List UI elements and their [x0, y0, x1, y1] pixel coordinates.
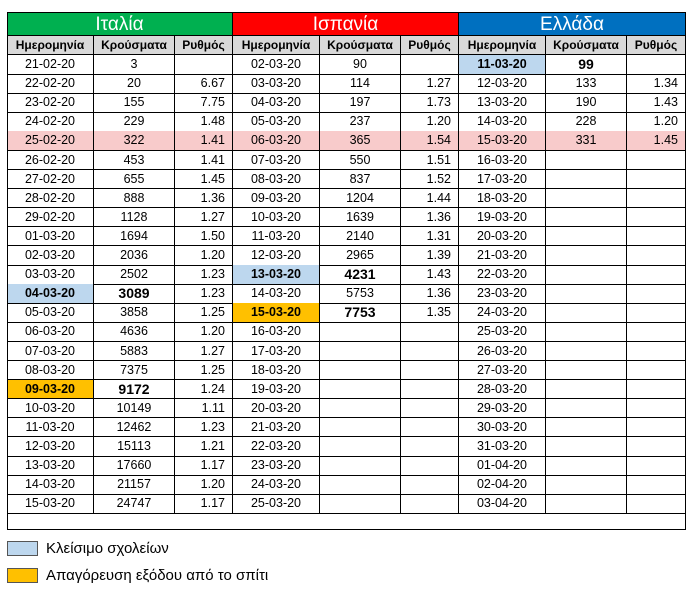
cell-rate: 1.20 [175, 475, 233, 495]
cell-date: 04-03-20 [233, 93, 320, 113]
cell-cases: 10149 [94, 399, 175, 419]
cell-cases [546, 227, 627, 247]
cell-date: 25-03-20 [459, 322, 546, 342]
cell-cases [546, 189, 627, 209]
cell-date: 22-03-20 [459, 265, 546, 285]
cell-rate [627, 227, 686, 247]
cell-rate [401, 494, 459, 514]
cell-date: 21-03-20 [233, 418, 320, 438]
cell-date: 09-03-20 [233, 189, 320, 209]
legend-label-lockdown: Απαγόρευση εξόδου από το σπίτι [46, 567, 269, 584]
cell-date: 15-03-20 [459, 131, 546, 151]
cell-rate: 1.24 [175, 380, 233, 400]
cell-cases [546, 361, 627, 381]
legend-lockdown [7, 567, 268, 584]
cell-rate: 1.23 [175, 265, 233, 285]
cell-date: 28-03-20 [459, 380, 546, 400]
cell-cases: 5753 [320, 284, 401, 304]
cell-rate: 1.36 [175, 189, 233, 209]
country-header-2: Ελλάδα [459, 12, 686, 36]
cell-date: 05-03-20 [7, 303, 94, 323]
cell-cases: 12462 [94, 418, 175, 438]
cell-cases: 24747 [94, 494, 175, 514]
cell-date: 07-03-20 [233, 151, 320, 171]
cell-rate [401, 380, 459, 400]
cell-rate: 1.36 [401, 208, 459, 228]
cell-rate: 1.20 [175, 322, 233, 342]
cell-date: 14-03-20 [459, 112, 546, 132]
cell-cases: 2965 [320, 246, 401, 266]
cell-cases [320, 456, 401, 476]
cell-rate [627, 380, 686, 400]
cell-rate: 1.11 [175, 399, 233, 419]
cell-date: 28-02-20 [7, 189, 94, 209]
cell-rate: 1.31 [401, 227, 459, 247]
cell-cases: 1639 [320, 208, 401, 228]
cell-date: 15-03-20 [233, 303, 320, 323]
cell-rate: 1.51 [401, 151, 459, 171]
cell-date: 08-03-20 [7, 361, 94, 381]
cell-date: 21-02-20 [7, 55, 94, 75]
cell-rate [627, 265, 686, 285]
cell-date: 03-03-20 [7, 265, 94, 285]
cell-rate: 1.27 [175, 342, 233, 362]
cell-rate [627, 170, 686, 190]
cell-cases: 4636 [94, 322, 175, 342]
cell-cases [546, 380, 627, 400]
cell-rate: 1.25 [175, 361, 233, 381]
cell-cases: 228 [546, 112, 627, 132]
legend-school-closure [7, 540, 169, 557]
cell-rate: 1.20 [627, 112, 686, 132]
cell-date: 10-03-20 [233, 208, 320, 228]
cell-cases [320, 399, 401, 419]
cell-rate [401, 456, 459, 476]
cell-date: 14-03-20 [7, 475, 94, 495]
cell-rate: 1.39 [401, 246, 459, 266]
cell-date: 23-03-20 [233, 456, 320, 476]
cell-rate: 1.27 [175, 208, 233, 228]
cell-rate [401, 322, 459, 342]
cell-rate: 1.45 [627, 131, 686, 151]
cell-date: 03-04-20 [459, 494, 546, 514]
cell-cases [320, 361, 401, 381]
cell-cases: 1694 [94, 227, 175, 247]
cell-cases [320, 342, 401, 362]
cell-cases: 229 [94, 112, 175, 132]
cell-date: 14-03-20 [233, 284, 320, 304]
cell-cases: 114 [320, 74, 401, 94]
cell-cases [546, 265, 627, 285]
cell-cases: 4231 [320, 265, 401, 285]
cell-date: 01-04-20 [459, 456, 546, 476]
cell-rate [627, 399, 686, 419]
cell-rate [627, 246, 686, 266]
cell-date: 18-03-20 [459, 189, 546, 209]
cell-date: 03-03-20 [233, 74, 320, 94]
legend-swatch-blue [7, 541, 38, 556]
cell-rate: 1.45 [175, 170, 233, 190]
cell-date: 17-03-20 [459, 170, 546, 190]
cell-date: 06-03-20 [233, 131, 320, 151]
cell-date: 26-03-20 [459, 342, 546, 362]
cell-date: 30-03-20 [459, 418, 546, 438]
cell-date: 02-03-20 [7, 246, 94, 266]
cell-cases: 21157 [94, 475, 175, 495]
cell-date: 27-03-20 [459, 361, 546, 381]
legend-label-school-closure: Κλείσιμο σχολείων [46, 540, 169, 557]
cell-rate: 1.27 [401, 74, 459, 94]
cell-cases: 1204 [320, 189, 401, 209]
cell-rate [401, 418, 459, 438]
cell-cases: 2140 [320, 227, 401, 247]
cell-date: 04-03-20 [7, 284, 94, 304]
cell-rate [627, 55, 686, 75]
cell-cases: 133 [546, 74, 627, 94]
cell-rate: 1.23 [175, 284, 233, 304]
cell-cases [320, 380, 401, 400]
cell-rate: 1.17 [175, 494, 233, 514]
cell-rate [627, 284, 686, 304]
cell-rate [627, 322, 686, 342]
cell-date: 13-03-20 [7, 456, 94, 476]
cell-cases: 17660 [94, 456, 175, 476]
cell-date: 01-03-20 [7, 227, 94, 247]
cell-date: 24-03-20 [233, 475, 320, 495]
cell-rate [627, 456, 686, 476]
cell-date: 22-03-20 [233, 437, 320, 457]
cell-cases [546, 284, 627, 304]
cell-rate: 1.20 [175, 246, 233, 266]
column-header-date: Ημερομηνία [7, 36, 94, 55]
cell-rate: 1.43 [627, 93, 686, 113]
cell-date: 11-03-20 [233, 227, 320, 247]
cell-rate: 1.41 [175, 151, 233, 171]
cell-date: 27-02-20 [7, 170, 94, 190]
cell-date: 12-03-20 [233, 246, 320, 266]
cell-rate [627, 303, 686, 323]
cell-rate [627, 208, 686, 228]
cell-rate [627, 151, 686, 171]
cell-date: 29-03-20 [459, 399, 546, 419]
cell-rate: 1.43 [401, 265, 459, 285]
cell-date: 05-03-20 [233, 112, 320, 132]
cell-date: 24-03-20 [459, 303, 546, 323]
cell-date: 19-03-20 [459, 208, 546, 228]
cell-date: 16-03-20 [233, 322, 320, 342]
cell-date: 22-02-20 [7, 74, 94, 94]
cell-cases: 3 [94, 55, 175, 75]
cell-cases: 331 [546, 131, 627, 151]
cell-rate [401, 342, 459, 362]
cell-cases: 888 [94, 189, 175, 209]
cell-rate [627, 475, 686, 495]
column-header-rate: Ρυθμός [627, 36, 686, 55]
cell-rate: 1.52 [401, 170, 459, 190]
column-header-rate: Ρυθμός [401, 36, 459, 55]
cell-date: 29-02-20 [7, 208, 94, 228]
cell-rate: 1.50 [175, 227, 233, 247]
cell-rate [627, 361, 686, 381]
column-header-date: Ημερομηνία [233, 36, 320, 55]
cell-date: 20-03-20 [233, 399, 320, 419]
cell-cases: 7753 [320, 303, 401, 323]
cell-cases: 90 [320, 55, 401, 75]
cell-date: 23-03-20 [459, 284, 546, 304]
cell-date: 13-03-20 [459, 93, 546, 113]
cell-date: 21-03-20 [459, 246, 546, 266]
cell-rate [401, 55, 459, 75]
cell-cases [320, 494, 401, 514]
cell-rate: 1.54 [401, 131, 459, 151]
cell-cases: 197 [320, 93, 401, 113]
cell-date: 11-03-20 [459, 55, 546, 75]
cell-rate: 1.41 [175, 131, 233, 151]
cell-rate [627, 494, 686, 514]
cell-date: 15-03-20 [7, 494, 94, 514]
cell-date: 11-03-20 [7, 418, 94, 438]
cell-date: 16-03-20 [459, 151, 546, 171]
cell-cases [546, 342, 627, 362]
cell-cases: 365 [320, 131, 401, 151]
cell-rate: 1.73 [401, 93, 459, 113]
cell-rate: 1.35 [401, 303, 459, 323]
cell-cases [546, 208, 627, 228]
cell-cases: 3858 [94, 303, 175, 323]
cell-rate: 1.34 [627, 74, 686, 94]
cell-cases: 9172 [94, 380, 175, 400]
column-header-date: Ημερομηνία [459, 36, 546, 55]
cell-date: 07-03-20 [7, 342, 94, 362]
cell-rate [175, 55, 233, 75]
cell-rate [401, 399, 459, 419]
column-header-cases: Κρούσματα [546, 36, 627, 55]
cell-date: 12-03-20 [459, 74, 546, 94]
cell-date: 20-03-20 [459, 227, 546, 247]
cell-date: 02-03-20 [233, 55, 320, 75]
cell-cases: 837 [320, 170, 401, 190]
country-header-0: Ιταλία [7, 12, 233, 36]
cell-rate: 1.44 [401, 189, 459, 209]
cell-date: 25-03-20 [233, 494, 320, 514]
cell-cases [320, 437, 401, 457]
cell-cases [546, 151, 627, 171]
cell-date: 17-03-20 [233, 342, 320, 362]
cell-rate: 1.23 [175, 418, 233, 438]
cell-date: 26-02-20 [7, 151, 94, 171]
cell-date: 10-03-20 [7, 399, 94, 419]
cell-cases: 453 [94, 151, 175, 171]
cell-rate: 1.20 [401, 112, 459, 132]
cell-cases [320, 475, 401, 495]
cell-cases [546, 170, 627, 190]
country-header-1: Ισπανία [233, 12, 459, 36]
cell-date: 06-03-20 [7, 322, 94, 342]
cell-rate: 1.21 [175, 437, 233, 457]
cell-rate [627, 437, 686, 457]
cell-rate: 1.36 [401, 284, 459, 304]
cell-cases: 15113 [94, 437, 175, 457]
cell-cases [546, 322, 627, 342]
cell-date: 12-03-20 [7, 437, 94, 457]
cell-cases: 3089 [94, 284, 175, 304]
cases-table [7, 12, 686, 529]
cell-rate [627, 418, 686, 438]
cell-cases [546, 303, 627, 323]
cell-cases: 237 [320, 112, 401, 132]
cell-cases [320, 418, 401, 438]
cell-date: 02-04-20 [459, 475, 546, 495]
cell-rate [401, 361, 459, 381]
cell-date: 19-03-20 [233, 380, 320, 400]
cell-date: 23-02-20 [7, 93, 94, 113]
cell-date: 09-03-20 [7, 380, 94, 400]
cell-date: 08-03-20 [233, 170, 320, 190]
cell-rate: 7.75 [175, 93, 233, 113]
cell-cases [546, 475, 627, 495]
cell-cases [546, 494, 627, 514]
column-header-rate: Ρυθμός [175, 36, 233, 55]
cell-rate [627, 342, 686, 362]
cell-cases: 20 [94, 74, 175, 94]
cell-date: 13-03-20 [233, 265, 320, 285]
cell-rate: 1.48 [175, 112, 233, 132]
cell-cases [546, 418, 627, 438]
cell-date: 24-02-20 [7, 112, 94, 132]
cell-cases: 1128 [94, 208, 175, 228]
cell-cases: 2502 [94, 265, 175, 285]
cell-rate: 1.25 [175, 303, 233, 323]
cell-cases: 155 [94, 93, 175, 113]
cell-cases: 5883 [94, 342, 175, 362]
cell-cases [320, 322, 401, 342]
legend-swatch-orange [7, 568, 38, 583]
cell-rate [627, 189, 686, 209]
column-header-cases: Κρούσματα [94, 36, 175, 55]
cell-date: 31-03-20 [459, 437, 546, 457]
column-header-cases: Κρούσματα [320, 36, 401, 55]
cell-rate [401, 437, 459, 457]
cell-cases: 2036 [94, 246, 175, 266]
cell-date: 18-03-20 [233, 361, 320, 381]
cell-cases: 550 [320, 151, 401, 171]
cell-rate [401, 475, 459, 495]
cell-cases [546, 246, 627, 266]
cell-rate: 6.67 [175, 74, 233, 94]
cell-cases [546, 437, 627, 457]
cell-cases: 322 [94, 131, 175, 151]
cell-rate: 1.17 [175, 456, 233, 476]
cell-cases [546, 456, 627, 476]
cell-cases: 655 [94, 170, 175, 190]
cell-cases: 190 [546, 93, 627, 113]
cell-date: 25-02-20 [7, 131, 94, 151]
cell-cases: 99 [546, 55, 627, 75]
cell-cases: 7375 [94, 361, 175, 381]
cell-cases [546, 399, 627, 419]
